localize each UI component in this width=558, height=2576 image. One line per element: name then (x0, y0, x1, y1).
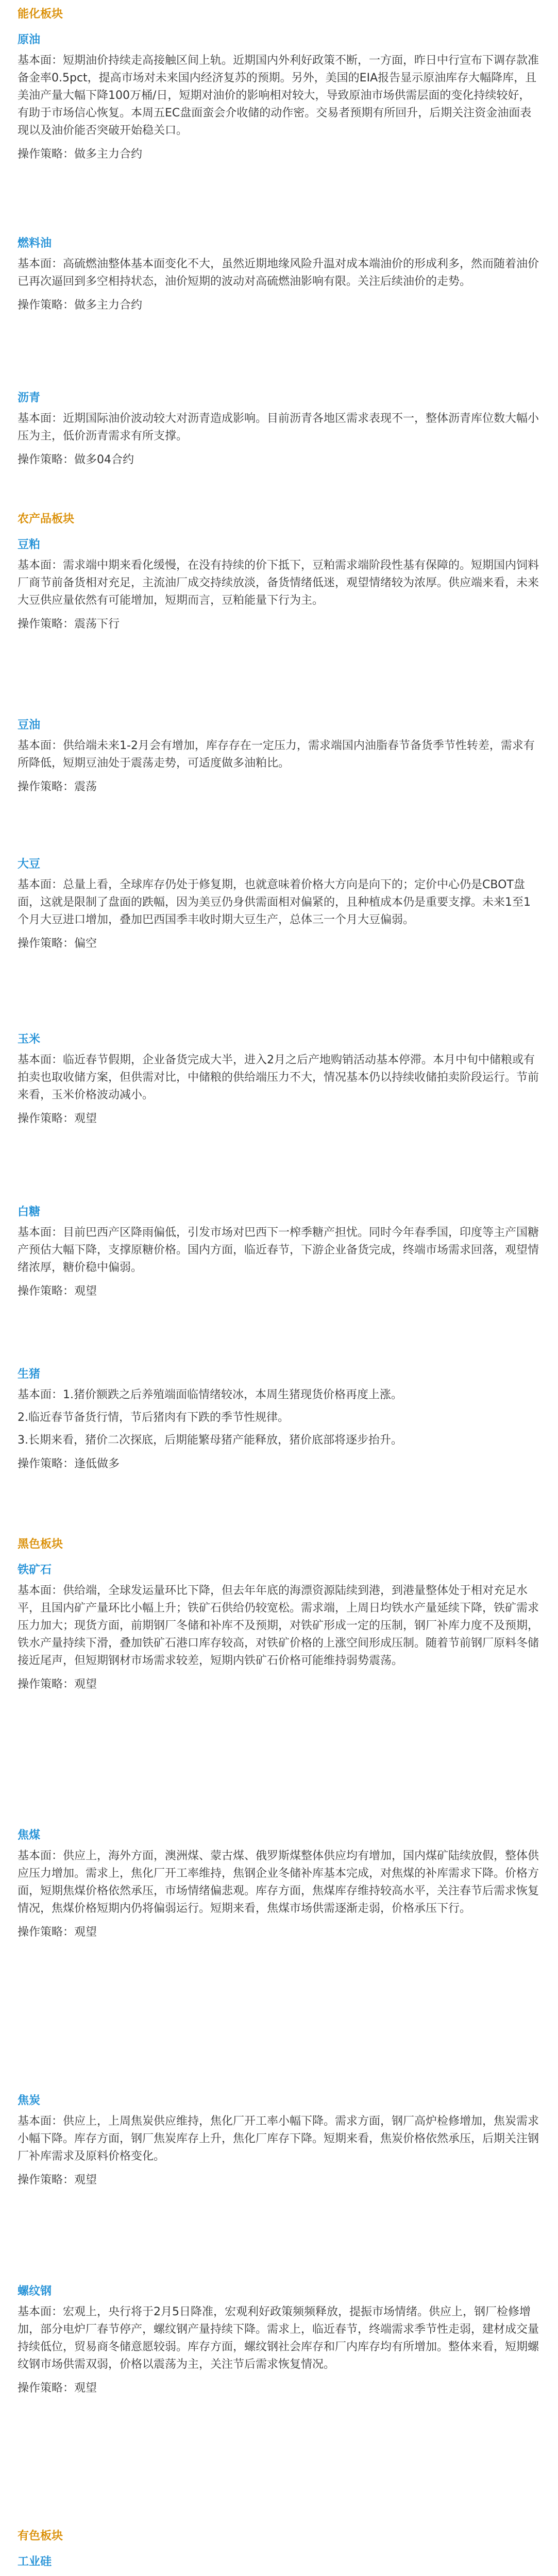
si-block (18, 2553, 540, 2576)
soybean-block (18, 855, 540, 953)
soymeal-block (18, 536, 540, 633)
section-title-agri: 农产品板块 (18, 513, 75, 526)
hog-advice: 操作策略：逢低做多 (18, 1458, 120, 1470)
hog-basis-1: 基本面：1.猪价额跌之后养殖端面临情绪较冰，本周生猪现货价格再度上涨。 (18, 1388, 402, 1401)
soybean-title: 大豆 (18, 858, 41, 871)
crude-advice: 操作策略：做多主力合约 (18, 148, 143, 161)
corn-basis: 基本面：临近春节假期，企业备货完成大半，进入2月之后产地购销活动基本停滞。本月中旬中储粮或有拍卖也取收储方案，但供需对比，中储粮的供给端压力不大，情况基本仍以持续收储拍卖阶段运行。节前来看，玉米价格波动减小。 (18, 1054, 539, 1101)
fuel-advice: 操作策略：做多主力合约 (18, 299, 143, 312)
rebar-advice: 操作策略：观望 (18, 2382, 97, 2395)
soyoil-title: 豆油 (18, 719, 41, 732)
soybean-basis: 基本面：总量上看，全球库存仍处于修复期，也就意味着价格大方向是向下的；定价中心仍是CBOT盘面，这就是限制了盘面的跌幅，因为美豆仍身供需面相对偏紧的，且种植成本仍是重要支撑。未来1至1个月大豆进口增加，叠加巴西国季丰收时期大豆生产，总体三一个月大豆偏弱。 (18, 878, 531, 926)
crude-basis: 基本面：短期油价持续走高接触区间上轨。近期国内外利好政策不断，一方面，昨日中行宣布下调存款准备金率0.5pct，提高市场对未来国内经济复苏的预期。另外，美国的EIA报告显示原油库存大幅降库，且美油产量大幅下降100万桶/日，短期对油价的影响相对较大，导致原油市场供需层面的变化持续较好，有助于市场信心恢复。本周五EC盘面蛮会介收储的动作密。交易者预期有所回升，后期关注资金油面表现以及油价能否突破开始稳关口。 (18, 54, 539, 137)
iron-block (18, 1561, 540, 1693)
cokecoal-title: 焦炭 (18, 2094, 41, 2107)
soyoil-basis: 基本面：供给端未来1-2月会有增加，库存存在一定压力，需求端国内油脂春节备货季节性转差，需求有所降低，短期豆油处于震荡走势，可适度做多油粕比。 (18, 739, 535, 770)
asphalt-basis: 基本面：近期国际油价波动较大对沥青造成影响。目前沥青各地区需求表现不一，整体沥青库位数大幅小压为主，低价沥青需求有所支撑。 (18, 412, 539, 443)
soymeal-title: 豆粕 (18, 538, 41, 551)
cokecoal-advice: 操作策略：观望 (18, 2174, 97, 2187)
fuel-block (18, 234, 540, 314)
hog-basis-3: 3.长期来看，猪价二次探底，后期能繁母猪产能释放，猪价底部将逐步抬升。 (18, 1434, 402, 1447)
iron-advice: 操作策略：观望 (18, 1678, 97, 1691)
section-title-energy: 能化板块 (18, 8, 63, 21)
fuel-basis: 基本面：高硫燃油整体基本面变化不大，虽然近期地缘风险升温对成本端油价的形成利多，然而随着油价已再次逼回到多空相持状态，油价短期的波动对高硫燃油影响有限。关注后续油价的走势。 (18, 258, 539, 288)
crude-title: 原油 (18, 33, 41, 46)
agri-section (18, 510, 540, 526)
soymeal-advice: 操作策略：震荡下行 (18, 618, 120, 631)
corn-title: 玉米 (18, 1033, 41, 1046)
asphalt-title: 沥青 (18, 392, 41, 404)
iron-basis: 基本面：供给端，全球发运量环比下降，但去年年底的海漂资源陆续到港，到港量整体处于相对充足水平，且国内矿产量环比小幅上升；铁矿石供给仍较宽松。需求端，上周日均铁水产量延续下降，铁矿需求压力加大；现货方面，前期钢厂冬储和补库不及预期，对铁矿形成一定的压制，钢厂补库力度不及预期，铁水产量持续下滑，叠加铁矿石港口库存较高，对铁矿价格的上涨空间形成压制。随着节前钢厂原料冬储接近尾声，但短期钢材市场需求较差，短期内铁矿石价格可能维持弱势震荡。 (18, 1584, 539, 1667)
sugar-basis: 基本面：目前巴西产区降雨偏低，引发市场对巴西下一榨季糖产担忧。同时今年春季国，印度等主产国糖产预估大幅下降，支撑原糖价格。国内方面，临近春节，下游企业备货完成，终端市场需求回落，观望情绪浓厚，糖价稳中偏弱。 (18, 1226, 539, 1274)
coke-advice: 操作策略：观望 (18, 1926, 97, 1939)
soyoil-advice: 操作策略：震荡 (18, 781, 97, 793)
soyoil-block (18, 716, 540, 796)
sugar-title: 白糖 (18, 1206, 41, 1218)
black-section (18, 1535, 540, 1551)
corn-block (18, 1030, 540, 1128)
corn-advice: 操作策略：观望 (18, 1112, 97, 1125)
energy-section (18, 5, 540, 21)
rebar-title: 螺纹钢 (18, 2285, 52, 2298)
si-title: 工业硅 (18, 2555, 52, 2568)
soybean-advice: 操作策略：偏空 (18, 937, 97, 950)
rebar-block (18, 2282, 540, 2397)
cokecoal-basis: 基本面：供应上，上周焦炭供应维持，焦化厂开工率小幅下降。需求方面，钢厂高炉检修增加，焦炭需求小幅下降。库存方面，钢厂焦炭库存上升，焦化厂库存下降。短期来看，焦炭价格依然承压，后期关注钢厂补库需求及原料价格变化。 (18, 2115, 539, 2163)
coke-block (18, 1826, 540, 1941)
coke-title: 焦煤 (18, 1829, 41, 1842)
rebar-basis: 基本面：宏观上，央行将于2月5日降准，宏观利好政策频频释放，提振市场情绪。供应上，钢厂检修增加，部分电炉厂春节停产，螺纹钢产量持续下降。需求上，临近春节，终端需求季节性走弱，建材成交量持续低位，贸易商冬储意愿较弱。库存方面，螺纹钢社会库存和厂内库存均有所增加。整体来看，短期螺纹钢市场供需双弱，价格以震荡为主，关注节后需求恢复情况。 (18, 2306, 539, 2371)
si-basis (18, 2574, 540, 2576)
soymeal-basis: 基本面：需求端中期来看化缓慢，在没有持续的价下抵下，豆粕需求端阶段性基有保障的。短期国内饲料厂商节前备货相对充足，主流油厂成交持续放淡，备货情绪低迷，观望情绪较为浓厚。供应端来看，未来大豆供应量依然有可能增加，短期而言，豆粕能量下行为主。 (18, 559, 539, 607)
fuel-title: 燃料油 (18, 237, 52, 250)
iron-title: 铁矿石 (18, 1564, 52, 1577)
nonferrous-section (18, 2527, 540, 2543)
section-title-black: 黑色板块 (18, 1538, 63, 1551)
crude-block (18, 31, 540, 163)
hog-basis-2: 2.临近春节备货行情，节后猪肉有下跌的季节性规律。 (18, 1411, 289, 1424)
sugar-block (18, 1203, 540, 1300)
sugar-advice: 操作策略：观望 (18, 1285, 97, 1298)
asphalt-advice: 操作策略：做多04合约 (18, 453, 134, 466)
cokecoal-block (18, 2092, 540, 2189)
asphalt-block (18, 389, 540, 469)
section-title-nonferrous: 有色板块 (18, 2530, 63, 2543)
hog-title: 生猪 (18, 1368, 41, 1381)
hog-block (18, 1365, 540, 1473)
coke-basis: 基本面：供应上，海外方面，澳洲煤、蒙古煤、俄罗斯煤整体供应均有增加，国内煤矿陆续放假，整体供应压力增加。需求上，焦化厂开工率维持，焦钢企业冬储补库基本完成，对焦煤的补库需求下降。价格方面，短期焦煤价格依然承压，市场情绪偏悲观。库存方面，焦煤库存维持较高水平，关注春节后需求恢复情况，焦煤价格短期内仍将偏弱运行。短期来看，焦煤市场供需逐渐走弱，价格承压下行。 (18, 1850, 539, 1915)
